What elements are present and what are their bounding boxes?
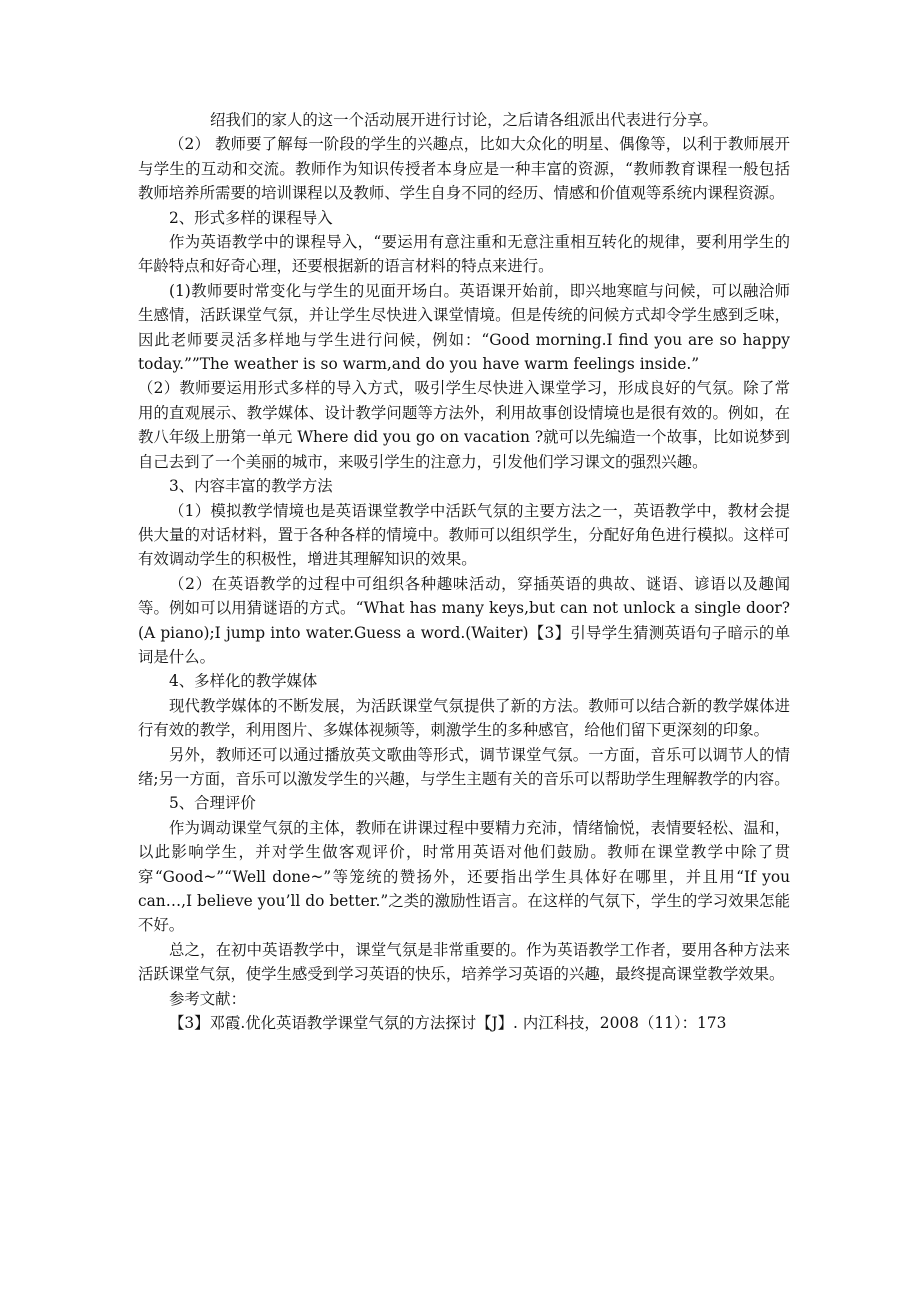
paragraph-conclusion: 总之，在初中英语教学中，课堂气氛是非常重要的。作为英语教学工作者，要用各种方法来活跃课堂气氛，使学生感受到学习英语的快乐，培养学习英语的兴趣，最终提高课堂教学效果。 bbox=[138, 940, 790, 984]
document-body bbox=[138, 108, 790, 1035]
paragraph-intro-methods: （2）教师要运用形式多样的导入方式，吸引学生尽快进入课堂学习，形成良好的气氛。除了常用的直观展示、教学媒体、设计教学问题等方法外，利用故事创设情境也是很有效的。例如，在教八年级上册第一单元 Where did you go on vacation ?就可以先编造一个故事，比如说梦到自己去到了一个美丽的城市，来吸引学生的注意力，引发他们学习课文的强烈兴趣。 bbox=[138, 379, 790, 471]
paragraph-intro-continuation: 绍我们的家人的这一个活动展开进行讨论，之后请各组派出代表进行分享。 bbox=[210, 111, 718, 129]
references-heading: 参考文献： bbox=[169, 989, 246, 1008]
section-heading-3: 3、内容丰富的教学方法 bbox=[169, 477, 333, 496]
paragraph-activities: （2）在英语教学的过程中可组织各种趣味活动，穿插英语的典故、谜语、谚语以及趣闻等。例如可以用猜谜语的方式。“What has many keys,but can not unlock a single door?(A piano);I jump into water.Guess a word.(Waiter)【3】引导学生猜测英语句子暗示的单词是什么。 bbox=[138, 574, 790, 666]
reference-item: 【3】邓霞.优化英语教学课堂气氛的方法探讨【J】. 内江科技，2008（11）：173 bbox=[169, 1014, 727, 1033]
paragraph-media: 现代教学媒体的不断发展，为活跃课堂气氛提供了新的方法。教师可以结合新的教学媒体进行有效的教学，利用图片、多媒体视频等，刺激学生的多种感官，给他们留下更深刻的印象。 bbox=[138, 696, 790, 740]
paragraph-greeting: (1)教师要时常变化与学生的见面开场白。英语课开始前，即兴地寒暄与问候，可以融洽师生感情，活跃课堂气氛，并让学生尽快进入课堂情境。但是传统的问候方式却令学生感到乏味，因此老师要灵活多样地与学生进行问候，例如：“Good morning.I find you are so happy today.””The weather is so warm,and do you have warm feelings inside.” bbox=[138, 281, 790, 374]
paragraph-music: 另外，教师还可以通过播放英文歌曲等形式，调节课堂气氛。一方面，音乐可以调节人的情绪;另一方面，音乐可以激发学生的兴趣，与学生主题有关的音乐可以帮助学生理解教学的内容。 bbox=[138, 745, 790, 788]
paragraph-teacher-interests: （2） 教师要了解每一阶段的学生的兴趣点，比如大众化的明星、偶像等，以利于教师展开与学生的互动和交流。教师作为知识传授者本身应是一种丰富的资源，“教师教育课程一般包括教师培养所需要的培训课程以及教师、学生自身不同的经历、情感和价值观等系统内课程资源。 bbox=[138, 135, 790, 203]
paragraph-course-intro: 作为英语教学中的课程导入，“要运用有意注重和无意注重相互转化的规律，要利用学生的年龄特点和好奇心理，还要根据新的语言材料的特点来进行。 bbox=[138, 233, 790, 276]
section-heading-5: 5、合理评价 bbox=[169, 794, 256, 813]
section-heading-4: 4、多样化的教学媒体 bbox=[169, 672, 318, 691]
section-heading-2: 2、形式多样的课程导入 bbox=[169, 208, 333, 227]
paragraph-simulation: （1）模拟教学情境也是英语课堂教学中活跃气氛的主要方法之一，英语教学中，教材会提供大量的对话材料，置于各种各样的情境中。教师可以组织学生，分配好角色进行模拟。这样可有效调动学生的积极性，增进其理解知识的效果。 bbox=[138, 501, 790, 569]
paragraph-evaluation: 作为调动课堂气氛的主体，教师在讲课过程中要精力充沛，情绪愉悦，表情要轻松、温和，以此影响学生，并对学生做客观评价，时常用英语对他们鼓励。教师在课堂教学中除了贯穿“Good~”“Well done~”等笼统的赞扬外，还要指出学生具体好在哪里，并且用“If you can…,I believe you’ll do better.”之类的激励性语言。在这样的气氛下，学生的学习效果怎能不好。 bbox=[138, 818, 790, 935]
